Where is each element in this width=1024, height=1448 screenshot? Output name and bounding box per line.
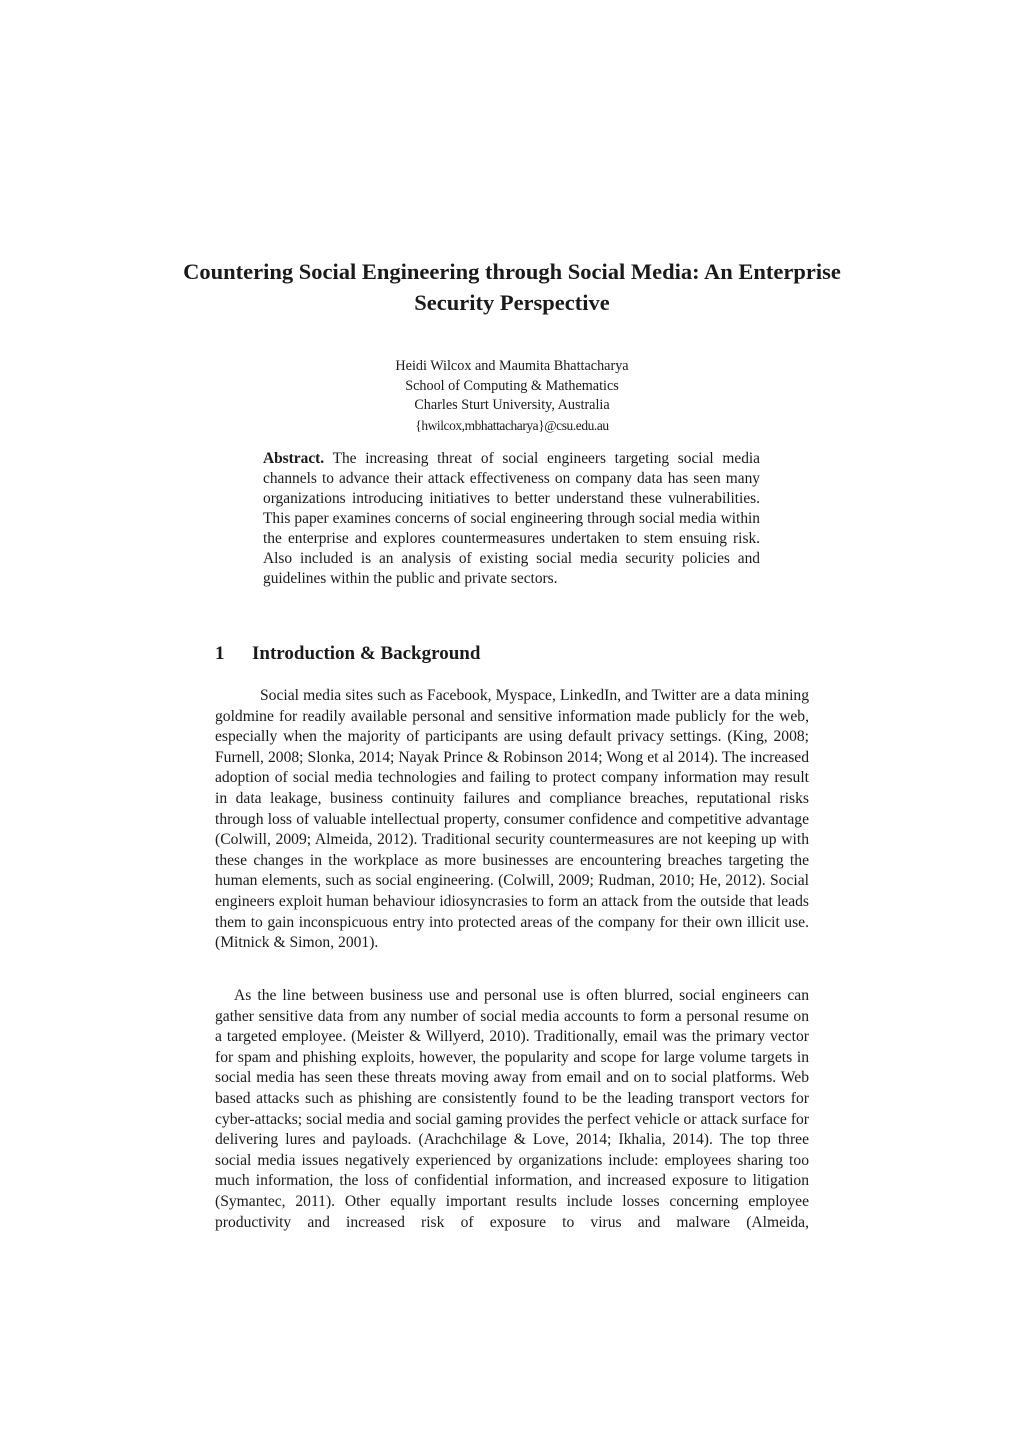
abstract xyxy=(263,449,760,589)
section-heading xyxy=(215,642,815,666)
paper-title: Countering Social Engineering through Social Media: An Enterprise Security Perspective xyxy=(183,259,841,315)
abstract-label: Abstract. xyxy=(263,450,325,467)
author-block xyxy=(262,357,762,435)
body-paragraph: As the line between business use and personal use is often blurred, social engineers can gather sensitive data from any number of social media accounts to form a personal resume on a targeted employee. (Meister & Willyerd, 2010). Traditionally, email was the primary vector for spam and phishing exploits, however, the popularity and scope for large volume targets in social media has seen these threats moving away from email and on to social platforms. Web based attacks such as phishing are consistently found to be the leading transport vectors for cyber-attacks; social media and social gaming provides the perfect vehicle or attack surface for delivering lures and payloads. (Arachchilage & Love, 2014; Ikhalia, 2014). The top three social media issues negatively experienced by organizations include: employees sharing too much information, the loss of confidential information, and increased exposure to litigation (Symantec, 2011). Other equally important results include losses concerning employee productivity and increased risk of exposure to virus and malware (Almeida, xyxy=(215,987,809,1231)
author-affiliation: School of Computing & Mathematics xyxy=(405,377,619,394)
abstract-text: The increasing threat of social engineers targeting social media channels to advance their attack effectiveness on company data has seen many organizations introducing initiatives to better understand these vulnerabilities. This paper examines concerns of social engineering through social media within the enterprise and explores countermeasures undertaken to stem ensuing risk. Also included is an analysis of existing social media security policies and guidelines within the public and private sectors. xyxy=(263,450,761,587)
body-paragraph: Social media sites such as Facebook, Myspace, LinkedIn, and Twitter are a data mining goldmine for readily available personal and sensitive information made publicly for the web, especially when the majority of participants are using default privacy settings. (King, 2008; Furnell, 2008; Slonka, 2014; Nayak Prince & Robinson 2014; Wong et al 2014). The increased adoption of social media technologies and failing to protect company information may result in data leakage, business continuity failures and compliance breaches, reputational risks through loss of valuable intellectual property, consumer confidence and competitive advantage (Colwill, 2009; Almeida, 2012). Traditional security countermeasures are not keeping up with these changes in the workplace as more businesses are encountering breaches targeting the human elements, such as social engineering. (Colwill, 2009; Rudman, 2010; He, 2012). Social engineers exploit human behaviour idiosyncrasies to form an attack from the outside that leads them to gain inconspicuous entry into protected areas of the company for their own illicit use. (Mitnick & Simon, 2001). xyxy=(215,687,809,952)
author-names: Heidi Wilcox and Maumita Bhattacharya xyxy=(395,358,629,374)
author-institution: Charles Sturt University, Australia xyxy=(414,397,610,414)
section-number: 1 xyxy=(215,643,225,664)
author-email: {hwilcox,mbhattacharya}@csu.edu.au xyxy=(415,417,609,433)
section-title: Introduction & Background xyxy=(252,643,481,664)
